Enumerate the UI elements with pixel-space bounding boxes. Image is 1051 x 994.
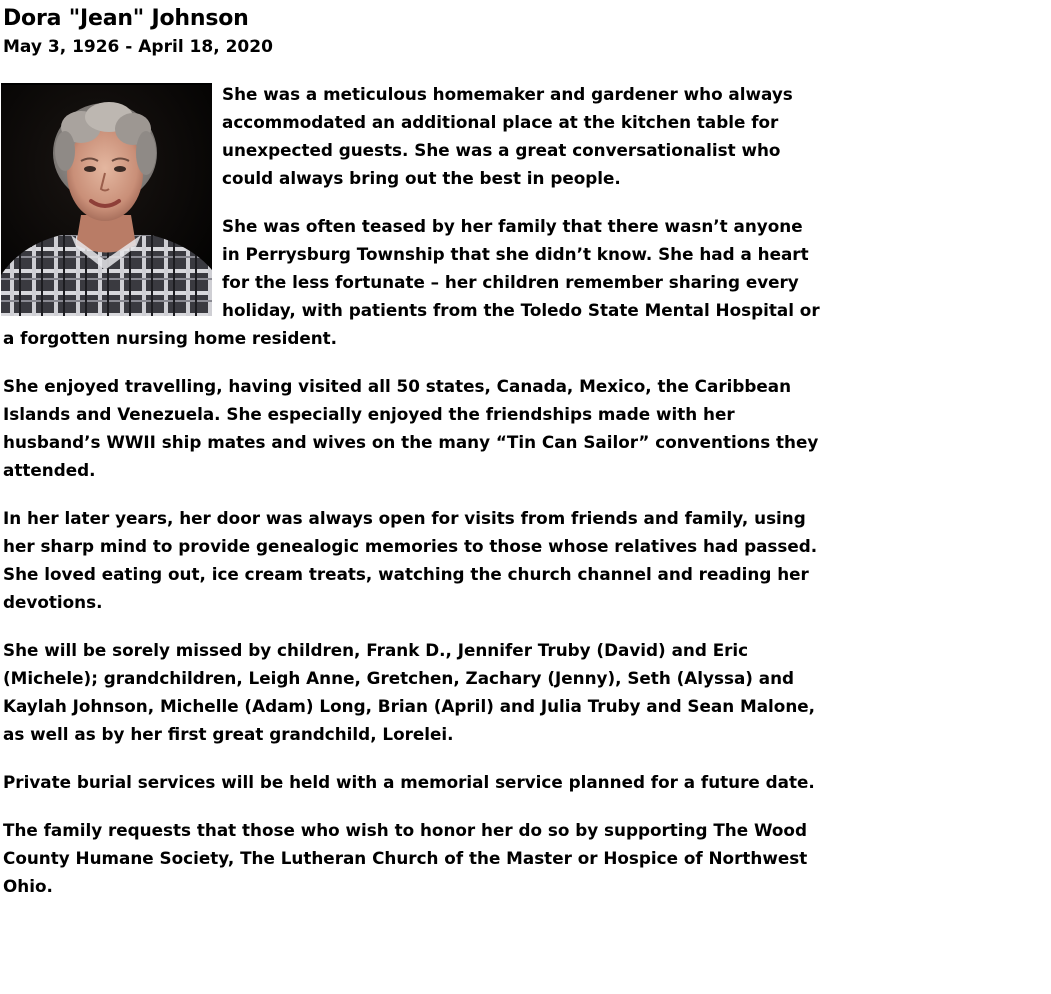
paragraph: The family requests that those who wish to honor her do so by supporting The Wood County Humane Society, The Lutheran Church of the Master or Hospice of Northwest Ohio. — [3, 820, 808, 896]
paragraph: She enjoyed travelling, having visited all 50 states, Canada, Mexico, the Caribbean Islands and Venezuela. She especially enjoyed the friendships made with her husband’s WWII ship mates and wives on the many “Tin Can Sailor” conventions they attended. — [3, 376, 819, 480]
obituary-page — [3, 0, 823, 920]
paragraph: She will be sorely missed by children, Frank D., Jennifer Truby (David) and Eric (Michele); grandchildren, Leigh Anne, Gretchen, Zachary (Jenny), Seth (Alyssa) and Kaylah Johnson, Michelle (Adam) Long, Brian (April) and Julia Truby and Sean Malone, as well as by her first great grandchild, Lorelei. — [3, 640, 816, 744]
obituary-body — [3, 80, 823, 900]
portrait-photo — [1, 83, 212, 316]
paragraph: She was a meticulous homemaker and gardener who always accommodated an additional place at the kitchen table for unexpected guests. She was a great conversationalist who could always bring out the best in people. — [222, 84, 793, 188]
paragraph: Private burial services will be held with a memorial service planned for a future date. — [3, 772, 815, 792]
page-title: Dora "Jean" Johnson — [3, 6, 249, 31]
life-dates: May 3, 1926 - April 18, 2020 — [3, 37, 273, 57]
paragraph: She was often teased by her family that there wasn’t anyone in Perrysburg Township that she didn’t know. She had a heart for the less fortunate – her children remember sharing every holiday, with patients from the Toledo State Mental Hospital or a forgotten nursing home resident. — [3, 216, 820, 348]
paragraph: In her later years, her door was always open for visits from friends and family, using her sharp mind to provide genealogic memories to those whose relatives had passed. She loved eating out, ice cream treats, watching the church channel and reading her devotions. — [3, 508, 818, 612]
